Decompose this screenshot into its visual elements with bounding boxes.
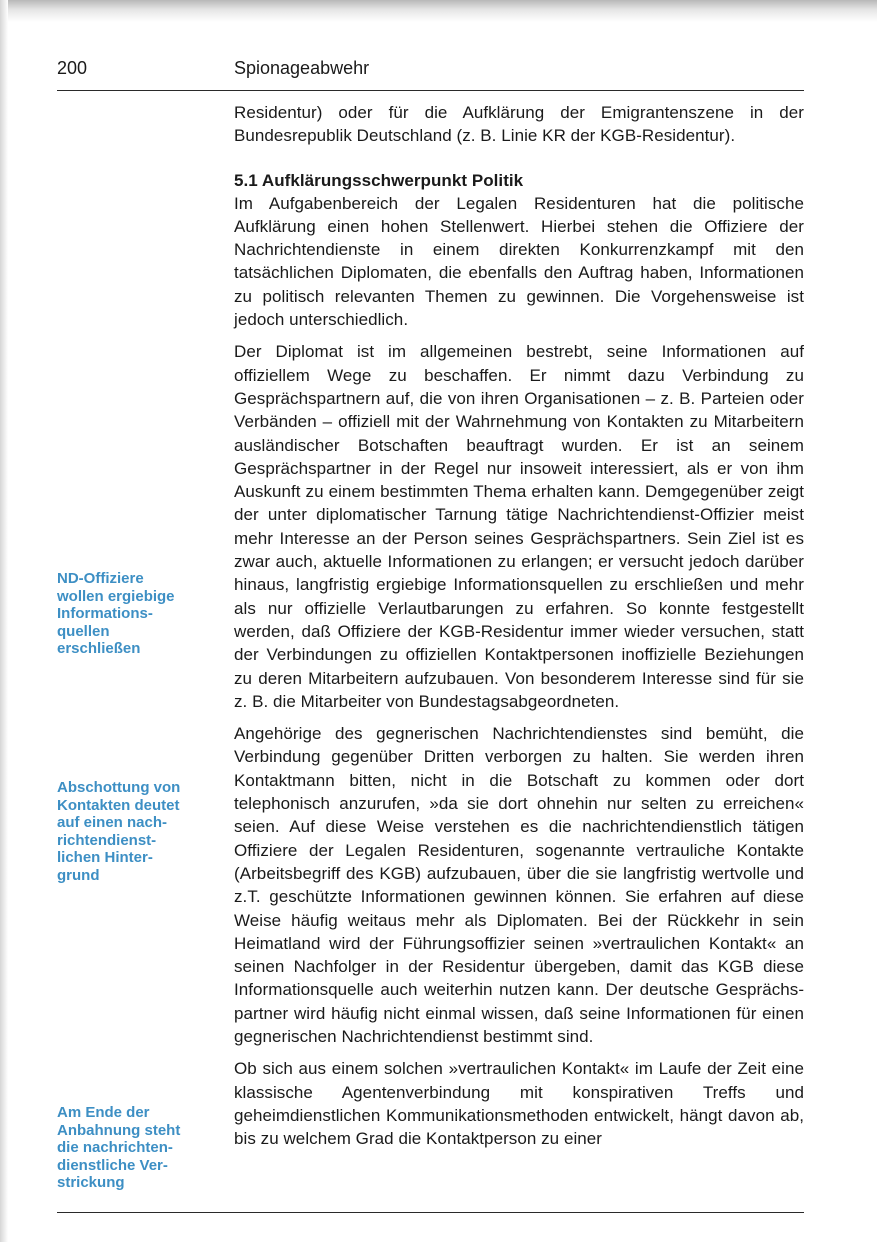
margin-note-line: wollen ergiebige [57,587,175,605]
main-text-column [234,101,804,1150]
margin-note-line: quellen [57,622,110,640]
paragraph-4: Ob sich aus einem solchen »vertraulichen Kontakt« im Laufe der Zeit eine klassische Agentenverbindung mit konspirativen Treffs und geheimdienstlichen Kommunikationsmethoden entwickelt, hängt davon ab, bis zu welchem Grad die Kontaktperson zu einer [234,1059,804,1149]
margin-note-line: Informations- [57,605,153,623]
margin-note-line: Kontakten deutet [57,796,180,814]
margin-note-line: dienstliche Ver- [57,1156,168,1174]
margin-note-line: richtendienst- [57,831,157,849]
margin-note-line: erschließen [57,640,141,658]
scan-edge-shadow-top [0,0,877,22]
margin-note-line: grund [57,866,100,884]
running-title: Spionageabwehr [234,58,370,78]
margin-note-2 [57,779,207,885]
paragraph-2: Der Diplomat ist im allgemeinen bestrebt, seine Informationen auf offiziellem Wege zu beschaffen. Er nimmt dazu Verbindung zu Gesprächspartnern auf, die von ihren Organisationen – z. B. Parteien oder Verbänden – offiziell mit der Wahrnehmung von Kontakten zu Mitarbeitern ausländischer Botschaften beauftragt wurden. Er ist an seinem Gesprächspartner in der Regel nur insoweit interessiert, als er von ihm Auskunft zu einem bestimmten Thema erhalten kann. Demgegenüber zeigt der unter diplomatischer Tarnung tätige Nachrichtendienst-Offizier meist mehr Interesse an der Person seines Gesprächspartners. Sein Ziel ist es zwar auch, aktuelle Informationen zu erlangen; er versucht jedoch darüber hinaus, langfristig ergiebige Informationsquellen zu erschließen und mehr als nur offizielle Verlautbarungen zu erfahren. So konnte festgestellt werden, daß Offiziere der KGB-Residentur immer wieder versuchen, statt der Verbindungen zu offiziellen Kontaktpersonen inoffizielle Beziehungen zu deren Mitarbeitern aufzubauen. Von besonderem Interesse sind für sie z. B. die Mitarbeiter von Bundestagsabgeordneten. [234,342,804,711]
margin-note-line: strickung [57,1174,125,1192]
scan-edge-shadow-left [0,0,8,1242]
margin-note-line: Abschottung von [57,779,181,796]
margin-note-line: ND-Offiziere [57,570,144,587]
header-rule [57,90,804,91]
margin-note-1 [57,570,207,658]
section-heading: 5.1 Aufklärungsschwerpunkt Politik [234,170,524,190]
continued-paragraph: Residentur) oder für die Aufklärung der Emigrantenszene in der Bundesrepublik Deutschland (z. B. Linie KR der KGB-Residentur). [234,103,804,146]
margin-note-line: lichen Hinter- [57,849,153,867]
margin-note-line: Am Ende der [57,1104,150,1121]
margin-note-line: die nachrichten- [57,1139,173,1157]
page-header [57,58,804,84]
margin-note-line: auf einen nach- [57,814,168,832]
page-number: 200 [57,58,88,78]
footer-rule [57,1212,804,1213]
margin-note-line: Anbahnung steht [57,1121,181,1139]
paragraph-3: Angehörige des gegnerischen Nachrichtendienstes sind bemüht, die Verbindung gegenüber Dritten verborgen zu halten. Sie werden ihren Kontaktmann bitten, nicht in die Botschaft zu kommen oder dort telephonisch anzurufen, »da sie dort ohnehin nur selten zu erreichen« seien. Auf diese Weise verstehen es die nachrichtendienstlich tätigen Offiziere der Legalen Residenturen, sogenannte vertrauliche Kontakte (Arbeitsbegriff des KGB) aufzubauen, über die sie langfristig wertvolle und z.T. geschützte Informationen gewinnen können. Sie erfahren auf diese Weise häufig weitaus mehr als Diplomaten. Bei der Rückkehr in sein Heimatland wird der Führungsoffizier seinen »vertraulichen Kontakt« an seinen Nachfolger in der Residentur übergeben, damit das KGB diese Informationsquelle auch weiterhin nutzen kann. Der deutsche Gesprächspartner wird häufig nicht einmal wissen, daß seine Informationen für einen gegnerischen Nachrichtendienst bestimmt sind. [234,724,804,1046]
margin-note-3 [57,1104,207,1192]
paragraph-1: Im Aufgabenbereich der Legalen Residenturen hat die politische Aufklärung einen hohen Stellenwert. Hierbei stehen die Offiziere der Nachrichtendienste in einem direkten Konkurrenzkampf mit den tatsächlichen Diplomaten, die ebenfalls den Auftrag haben, Informationen zu politisch relevanten Themen zu gewinnen. Die Vorgehensweise ist jedoch unterschiedlich. [234,193,804,330]
